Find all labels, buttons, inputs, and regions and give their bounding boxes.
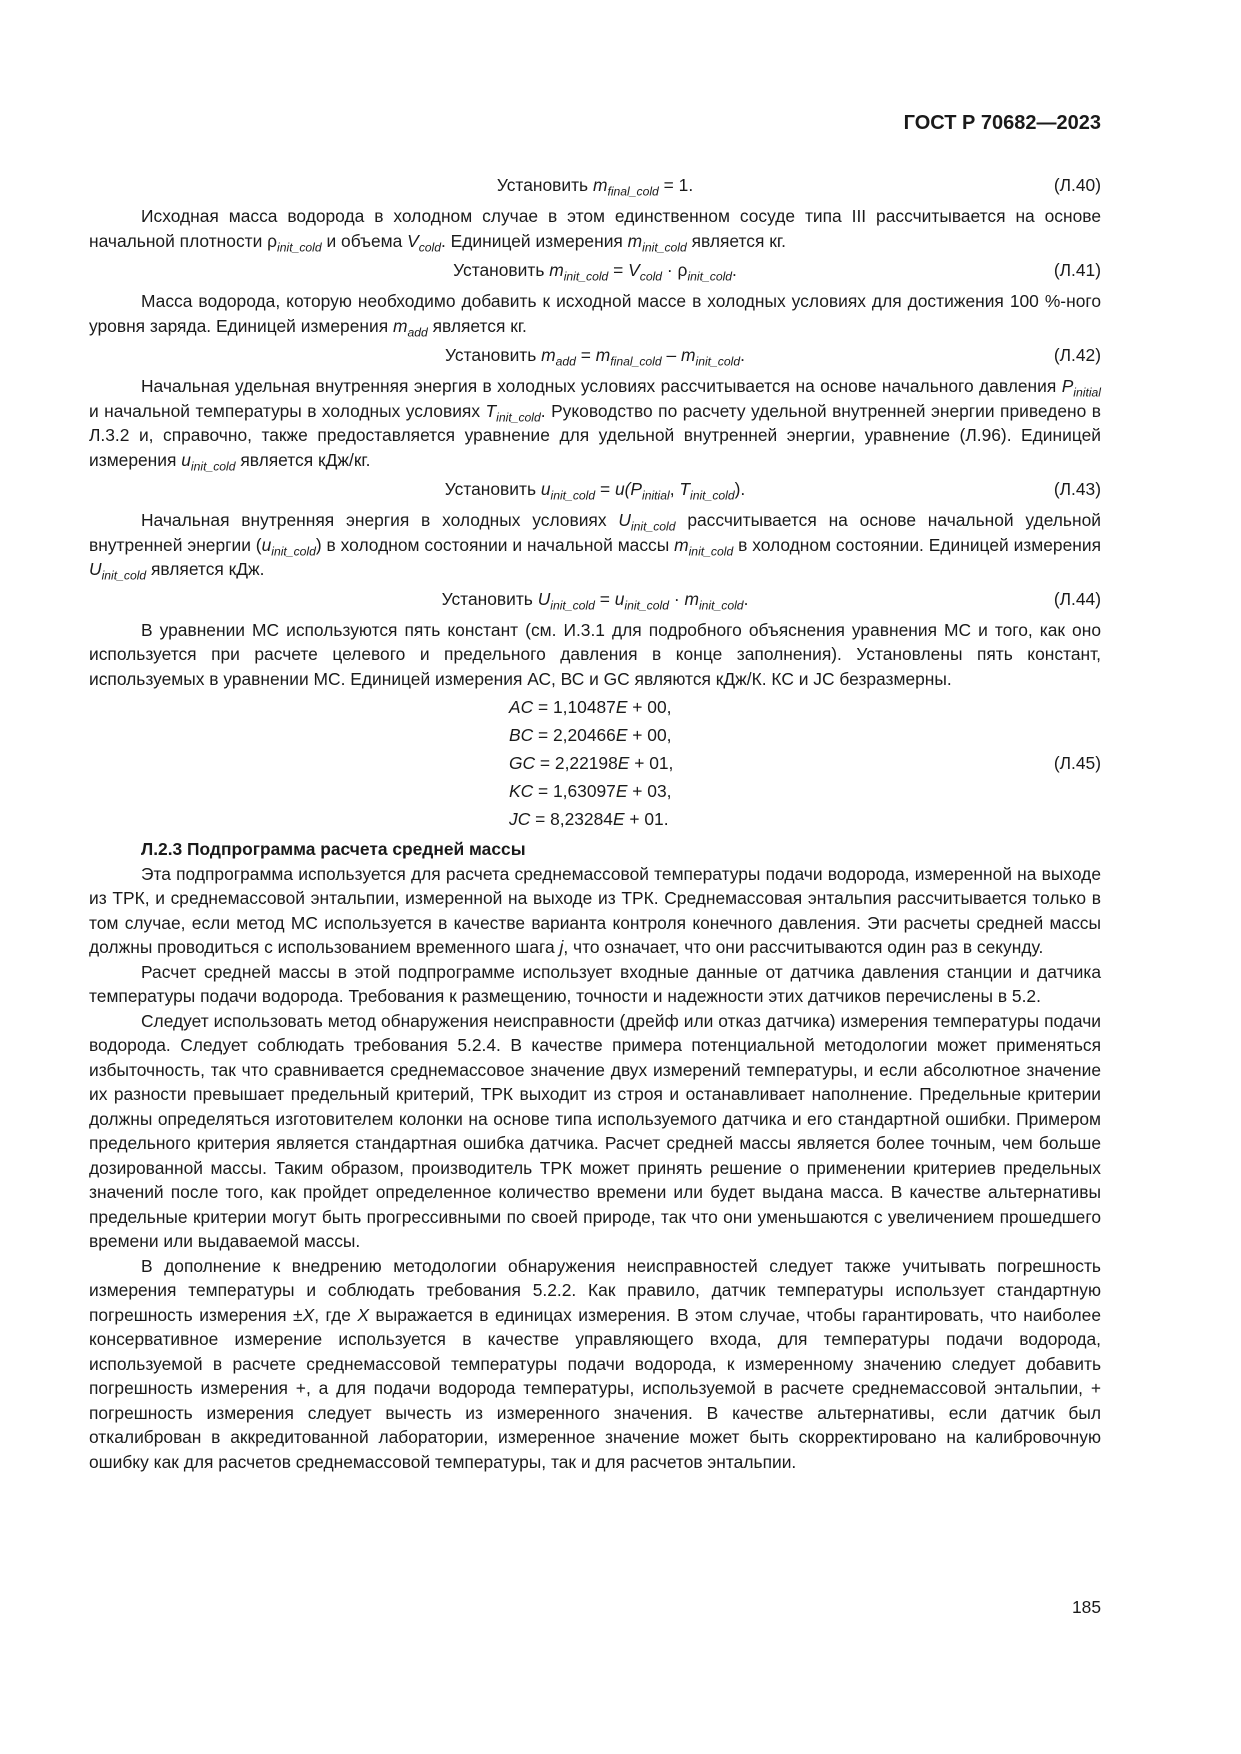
equation-number: (Л.40): [1053, 175, 1101, 195]
paragraph-initial-mass: Исходная масса водорода в холодном случае в этом единственном сосуде типа III рассчитывается на основе начальной плотности $\rho_{init\_cold}$ и объема $V_{cold}$. Единицей измерения $m_{init\_cold}$ является кг.: [89, 206, 1101, 254]
equation-number: (Л.42): [1053, 345, 1101, 365]
paragraph-specific-energy: Начальная удельная внутренняя энергия в холодных условиях рассчитывается на основе начального давления $P_{initial}$ и начальной температуры в холодных условиях $T_{init\_cold}$. Руководство по расчету удельной внутренней энергии приведено в Л.3.2 и, справочно, также предоставляется уравнение для удельной внутренней энергии, уравнение (Л.96). Единицей измерения $u_{init\_cold}$ является кДж/кг.: [89, 376, 1101, 473]
equation-body: Установить $m_{final\_cold} = 1$.: [496, 175, 694, 199]
equation-l43: [89, 477, 1101, 504]
equation-l42: [89, 343, 1101, 370]
paragraph-subroutine-purpose: Эта подпрограмма используется для расчета среднемассовой температуры подачи водорода, измеренной на выходе из ТРК, и среднемассовой энтальпии, измеренной на выходе из ТРК. Среднемассовая энтальпия рассчитывается только в том случае, если метод МС используется в качестве варианта контроля конечного давления. Эти расчеты средней массы должны проводиться с использованием временного шага j, что означает, что они рассчитываются один раз в секунду.: [89, 863, 1101, 957]
paragraph-measurement-uncertainty: В дополнение к внедрению методологии обнаружения неисправностей следует также учитывать погрешность измерения температуры и соблюдать требования 5.2.2. Как правило, датчик температуры использует стандартную погрешность измерения ±X, где X выражается в единицах измерения. В этом случае, чтобы гарантировать, что наиболее консервативное измерение используется в качестве управляющего входа, для температуры подачи водорода, используемой в расчете среднемассовой температуры подачи водорода, к измеренному значению следует добавить погрешность измерения +, а для подачи водорода температуры, используемой в расчете среднемассовой энтальпии, + погрешность измерения следует вычесть из измеренного значения. В качестве альтернативы, если датчик был откалиброван в аккредитованной лаборатории, измеренное значение может быть скорректировано на калибровочную ошибку как для расчетов среднемассовой температуры, так и для расчетов энтальпии.: [89, 1255, 1101, 1472]
page-content: [89, 168, 1101, 1474]
equation-body: Установить $U_{init\_cold} = u_{init\_cold} \cdot m_{init\_cold}$.: [441, 588, 749, 612]
equation-number: (Л.43): [1053, 479, 1101, 499]
constant-kc: KC = 1,63097E + 03,: [509, 781, 672, 801]
document-id: ГОСТ Р 70682—2023: [903, 112, 1101, 134]
equation-body: Установить $u_{init\_cold} = u(P_{initial}$, $T_{init\_cold}$).: [444, 479, 746, 503]
paragraph-mc-constants: В уравнении МС используются пять констант (см. И.3.1 для подробного объяснения уравнения МС и того, как оно используется при расчете целевого и предельного давления в конце заполнения). Установлены пять констант, используемых в уравнении МС. Единицей измерения АС, ВС и GC являются кДж/К. КС и JC безразмерны.: [89, 619, 1101, 689]
constant-gc: GC = 2,22198E + 01,: [509, 753, 674, 773]
equation-number: (Л.44): [1053, 588, 1101, 609]
constant-bc: BC = 2,20466E + 00,: [509, 725, 672, 745]
equation-l40: [89, 173, 1101, 200]
constants-list: [509, 693, 673, 833]
equation-l45: [89, 693, 1101, 833]
constant-ac: AC = 1,10487E + 00,: [509, 697, 672, 717]
equation-l44: [89, 587, 1101, 614]
page-number: 185: [1071, 1597, 1101, 1617]
equation-number: (Л.41): [1053, 260, 1101, 280]
paragraph-input-data: Расчет средней массы в этой подпрограмме использует входные данные от датчика давления станции и датчика температуры подачи водорода. Требования к размещению, точности и надежности этих датчиков перечислены в 5.2.: [89, 961, 1101, 1006]
paragraph-internal-energy: Начальная внутренняя энергия в холодных условиях $U_{init\_cold}$ рассчитывается на основе начальной удельной внутренней энергии $(u_{init\_cold})$ в холодном состоянии и начальной массы $m_{init\_cold}$ в холодном состоянии. Единицей измерения $U_{init\_cold}$ является кДж.: [89, 510, 1101, 583]
equation-body: Установить $m_{init\_cold} = V_{cold} \cdot \rho_{init\_cold}$.: [453, 260, 737, 284]
constant-jc: JC = 8,23284E + 01.: [509, 809, 669, 829]
equation-body: Установить $m_{add} = m_{final\_cold} - m_{init\_cold}$.: [445, 345, 745, 369]
equation-number: (Л.45): [1053, 753, 1101, 773]
equation-l41: [89, 258, 1101, 285]
section-heading: Л.2.3 Подпрограмма расчета средней массы: [141, 839, 526, 859]
paragraph-fault-detection: Следует использовать метод обнаружения неисправности (дрейф или отказ датчика) измерения температуры подачи водорода. Следует соблюдать требования 5.2.4. В качестве примера потенциальной методологии может применяться избыточность, так что сравнивается среднемассовое значение двух измерений температуры, и если абсолютное значение их разности превышает предельный критерий, ТРК выходит из строя и останавливает наполнение. Предельные критерии должны определяться изготовителем колонки на основе типа используемого датчика и его стандартной ошибки. Примером предельного критерия является стандартная ошибка датчика. Расчет средней массы является более точным, чем больше дозированной массы. Таким образом, производитель ТРК может принять решение о применении критериев предельных значений после того, как пройдет определенное количество времени или будет выдана масса. В качестве альтернативы предельные критерии могут быть прогрессивными по своей природе, так что они уменьшаются с увеличением прошедшего времени или выдаваемой массы.: [89, 1010, 1101, 1251]
paragraph-added-mass: Масса водорода, которую необходимо добавить к исходной массе в холодных условиях для достижения 100 %-ного уровня заряда. Единицей измерения $m_{add}$ является кг.: [89, 291, 1101, 339]
